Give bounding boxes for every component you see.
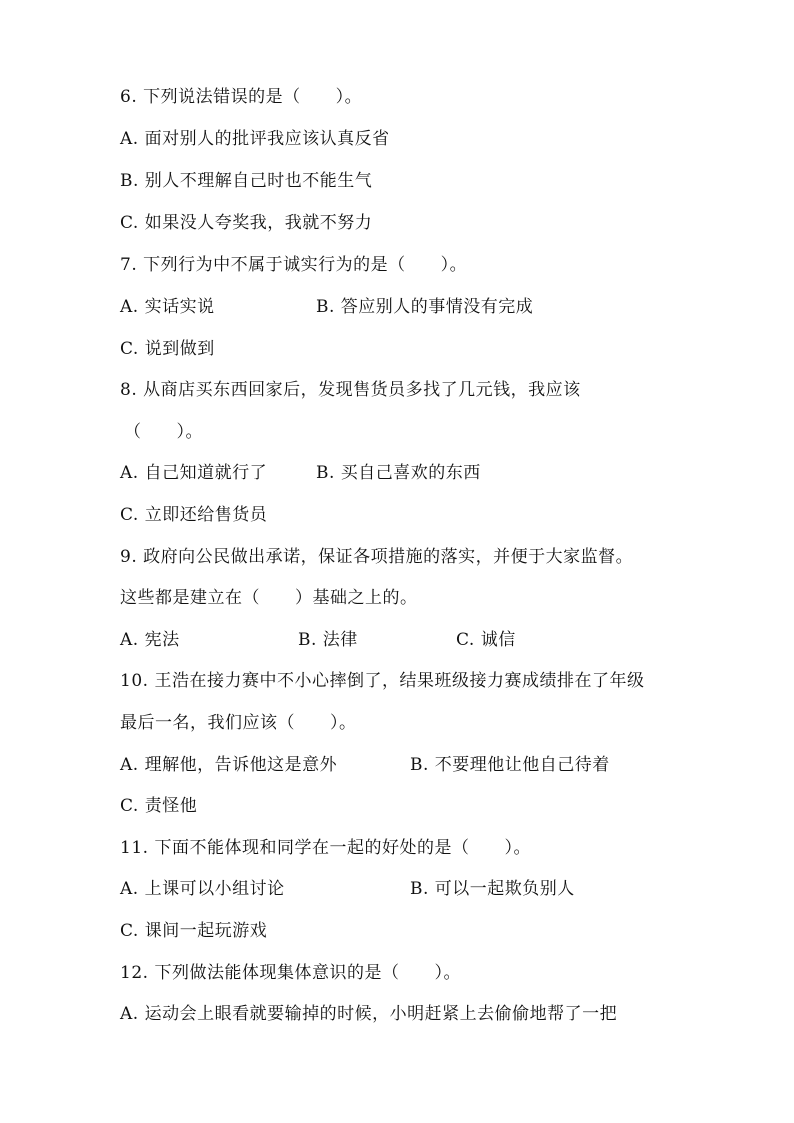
question-9-stem-line-1: 9. 政府向公民做出承诺，保证各项措施的落实，并便于大家监督。 [120,547,634,567]
question-9-option-c: C. 诚信 [456,630,516,650]
question-8-stem-line-2: （ ）。 [124,422,203,442]
question-9-option-b: B. 法律 [298,630,358,650]
question-9-stem-line-2: 这些都是建立在（ ）基础之上的。 [120,588,418,608]
question-10-stem-line-1: 10. 王浩在接力赛中不小心摔倒了，结果班级接力赛成绩排在了年级 [120,671,645,691]
question-6-option-b: B. 别人不理解自己时也不能生气 [120,171,373,191]
question-7-option-a: A. 实话实说 [120,297,215,317]
question-7-option-c: C. 说到做到 [120,339,215,359]
question-11-stem: 11. 下面不能体现和同学在一起的好处的是（ ）。 [120,838,531,858]
question-11-option-c: C. 课间一起玩游戏 [120,921,268,941]
question-11-option-b: B. 可以一起欺负别人 [410,879,575,899]
question-12-option-a: A. 运动会上眼看就要输掉的时候，小明赶紧上去偷偷地帮了一把 [120,1004,618,1024]
question-6-option-a: A. 面对别人的批评我应该认真反省 [120,129,390,149]
question-7-option-b: B. 答应别人的事情没有完成 [316,297,534,317]
question-6-stem: 6. 下列说法错误的是（ ）。 [120,87,363,107]
question-10-option-c: C. 责怪他 [120,796,198,816]
question-8-option-b: B. 买自己喜欢的东西 [316,463,481,483]
question-10-option-b: B. 不要理他让他自己待着 [410,755,610,775]
question-10-stem-line-2: 最后一名，我们应该（ ）。 [120,713,357,733]
question-7-stem: 7. 下列行为中不属于诚实行为的是（ ）。 [120,255,468,275]
question-12-stem: 12. 下列做法能体现集体意识的是（ ）。 [120,963,461,983]
question-8-stem-line-1: 8. 从商店买东西回家后，发现售货员多找了几元钱，我应该 [120,380,581,400]
question-8-option-c: C. 立即还给售货员 [120,505,268,525]
question-11-option-a: A. 上课可以小组讨论 [120,879,285,899]
question-10-option-a: A. 理解他，告诉他这是意外 [120,755,338,775]
question-9-option-a: A. 宪法 [120,630,180,650]
question-6-option-c: C. 如果没人夸奖我，我就不努力 [120,213,373,233]
question-8-option-a: A. 自己知道就行了 [120,463,268,483]
